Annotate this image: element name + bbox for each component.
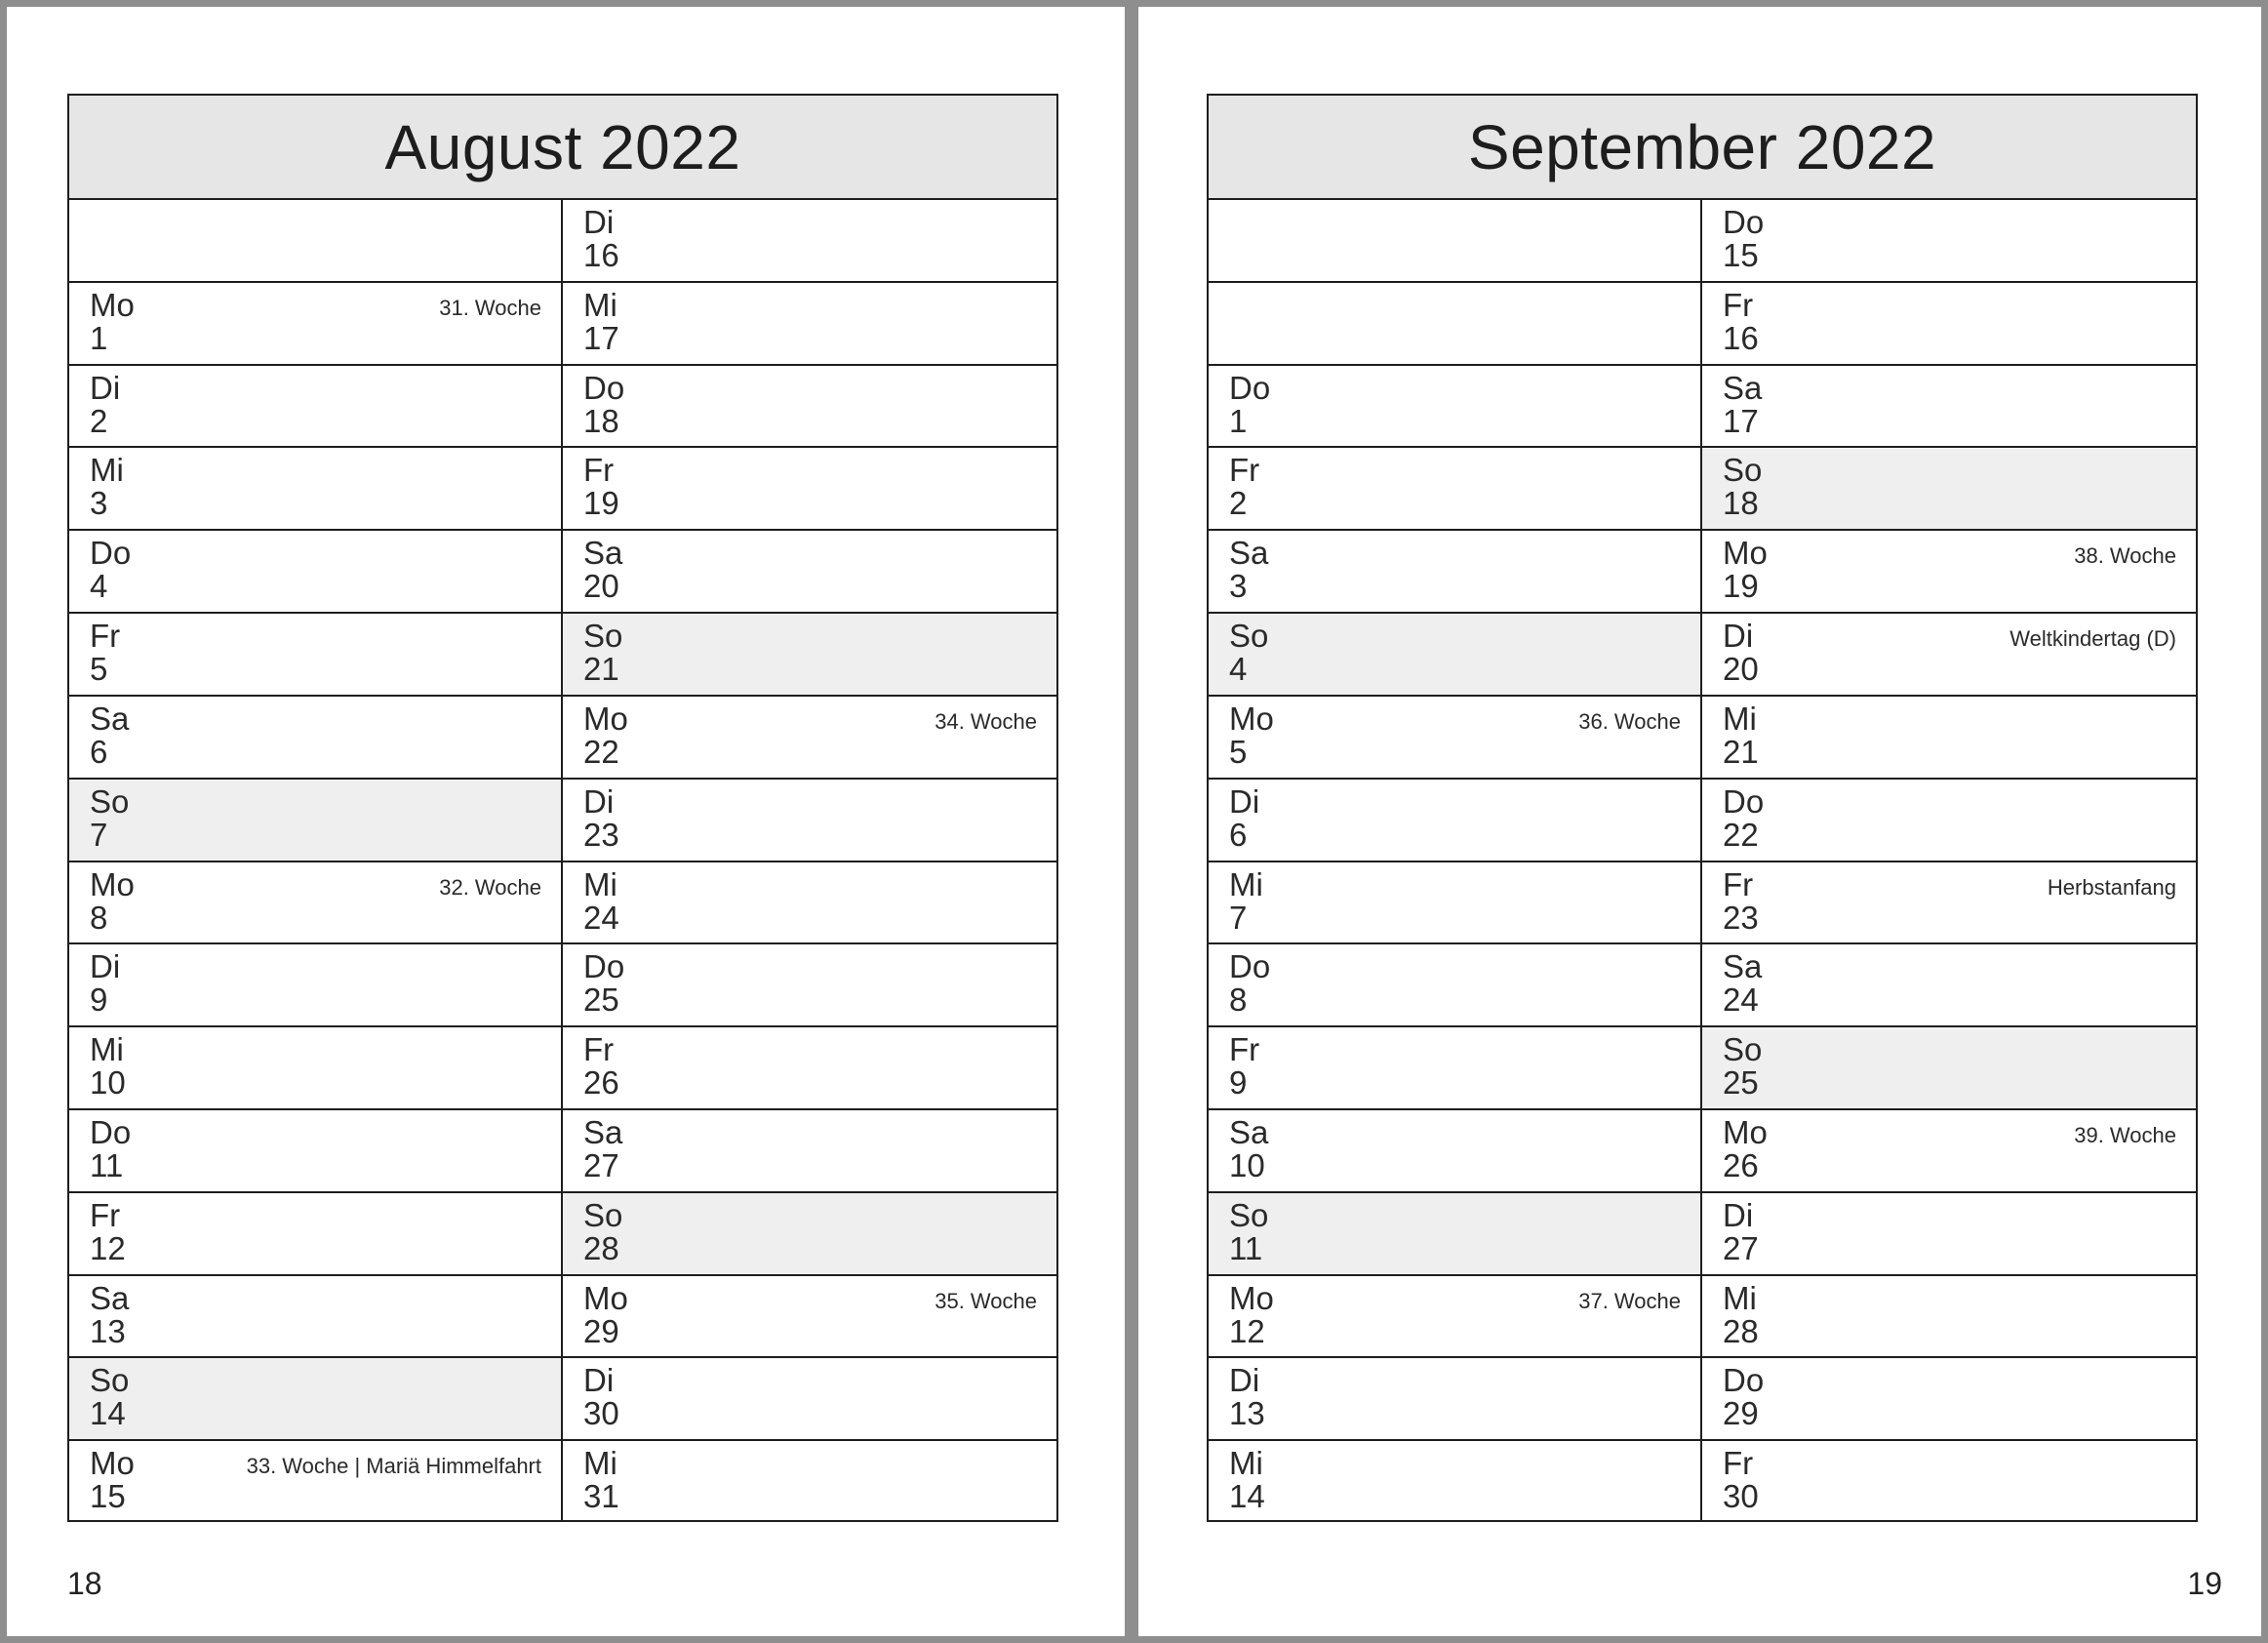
day-cell bbox=[69, 614, 561, 697]
day-cell bbox=[563, 780, 1056, 862]
weekday-label: Mi bbox=[1229, 865, 1263, 902]
weekday-label: Sa bbox=[1229, 1113, 1269, 1150]
day-cell bbox=[69, 862, 561, 945]
day-number: 9 bbox=[90, 982, 108, 1019]
day-cell bbox=[563, 448, 1056, 531]
day-note: 37. Woche bbox=[1578, 1288, 1681, 1313]
day-column-2 bbox=[1702, 200, 2196, 1522]
weekday-label: So bbox=[1723, 1031, 1763, 1068]
day-number: 21 bbox=[1723, 733, 1759, 770]
weekday-label: So bbox=[1229, 1196, 1269, 1233]
weekday-label: Mi bbox=[583, 1445, 617, 1482]
day-cell bbox=[563, 283, 1056, 366]
weekday-label: So bbox=[583, 1196, 623, 1233]
september-calendar bbox=[1207, 94, 2198, 1522]
day-number: 11 bbox=[90, 1146, 124, 1183]
day-number: 25 bbox=[1723, 1064, 1759, 1102]
weekday-label: Mo bbox=[583, 700, 628, 737]
day-number: 10 bbox=[1229, 1146, 1265, 1183]
day-cell bbox=[69, 1193, 561, 1276]
day-number: 26 bbox=[583, 1064, 619, 1102]
weekday-label: Di bbox=[1723, 1196, 1754, 1233]
weekday-label: Mi bbox=[90, 452, 124, 489]
day-number: 3 bbox=[1229, 568, 1248, 605]
day-note: 36. Woche bbox=[1578, 708, 1681, 734]
august-calendar bbox=[67, 94, 1058, 1522]
day-cell bbox=[563, 697, 1056, 780]
weekday-label: Fr bbox=[90, 1196, 121, 1233]
day-cell bbox=[563, 1193, 1056, 1276]
weekday-label: Di bbox=[583, 1362, 615, 1399]
day-number: 31 bbox=[583, 1478, 619, 1515]
day-column-1 bbox=[1209, 200, 1702, 1522]
weekday-label: Do bbox=[583, 948, 625, 985]
day-number: 11 bbox=[1229, 1229, 1263, 1266]
weekday-label: So bbox=[90, 782, 130, 820]
weekday-label: Mi bbox=[1229, 1445, 1263, 1482]
day-number: 6 bbox=[90, 733, 108, 770]
weekday-label: Mo bbox=[1723, 1113, 1768, 1150]
day-number: 1 bbox=[1229, 402, 1248, 439]
weekday-label: Fr bbox=[1723, 865, 1754, 902]
page-number: 19 bbox=[2187, 1566, 2222, 1601]
calendar-body bbox=[69, 200, 1056, 1522]
day-cell bbox=[1702, 614, 2196, 697]
weekday-label: Sa bbox=[90, 1279, 130, 1316]
weekday-label: So bbox=[1229, 618, 1269, 655]
day-cell bbox=[563, 366, 1056, 449]
day-number: 15 bbox=[90, 1478, 126, 1515]
weekday-label: Mi bbox=[1723, 700, 1757, 737]
weekday-label: Mo bbox=[583, 1279, 628, 1316]
weekday-label: Do bbox=[1723, 204, 1765, 240]
day-number: 10 bbox=[90, 1064, 126, 1102]
weekday-label: So bbox=[583, 618, 623, 655]
weekday-label: Sa bbox=[1229, 535, 1269, 572]
day-number: 7 bbox=[90, 816, 108, 853]
day-cell bbox=[69, 1027, 561, 1110]
day-cell bbox=[69, 283, 561, 366]
weekday-label: Fr bbox=[90, 618, 121, 655]
weekday-label: Mi bbox=[583, 286, 617, 323]
day-cell bbox=[1702, 1110, 2196, 1193]
weekday-label: Fr bbox=[1723, 286, 1754, 323]
day-cell bbox=[563, 862, 1056, 945]
day-number: 2 bbox=[1229, 485, 1248, 522]
weekday-label: Di bbox=[1229, 782, 1260, 820]
day-number: 28 bbox=[1723, 1312, 1759, 1349]
day-number: 29 bbox=[583, 1312, 619, 1349]
weekday-label: Do bbox=[583, 369, 625, 406]
day-number: 21 bbox=[583, 651, 619, 688]
weekday-label: Do bbox=[1723, 1362, 1765, 1399]
day-cell bbox=[1209, 862, 1700, 945]
weekday-label: Mo bbox=[1723, 535, 1768, 572]
empty-cell bbox=[69, 200, 561, 283]
day-number: 2 bbox=[90, 402, 108, 439]
day-number: 18 bbox=[1723, 485, 1759, 522]
day-note: Weltkindertag (D) bbox=[2009, 626, 2176, 652]
day-cell bbox=[563, 944, 1056, 1027]
weekday-label: Fr bbox=[583, 1031, 615, 1068]
day-number: 12 bbox=[1229, 1312, 1265, 1349]
day-number: 19 bbox=[1723, 568, 1759, 605]
day-cell bbox=[69, 1441, 561, 1522]
day-number: 4 bbox=[1229, 651, 1248, 688]
day-cell bbox=[1209, 780, 1700, 862]
weekday-label: Mo bbox=[90, 1445, 135, 1482]
day-cell bbox=[69, 448, 561, 531]
page-number: 18 bbox=[67, 1566, 102, 1601]
day-column-2 bbox=[563, 200, 1056, 1522]
day-number: 1 bbox=[90, 319, 108, 356]
day-cell bbox=[1702, 780, 2196, 862]
day-number: 8 bbox=[1229, 982, 1248, 1019]
day-cell bbox=[1209, 1110, 1700, 1193]
weekday-label: Sa bbox=[583, 1113, 623, 1150]
day-cell bbox=[69, 531, 561, 614]
weekday-label: Do bbox=[1229, 369, 1271, 406]
day-note: 32. Woche bbox=[439, 874, 541, 900]
day-cell bbox=[1209, 448, 1700, 531]
day-number: 27 bbox=[1723, 1229, 1759, 1266]
weekday-label: Fr bbox=[1229, 1031, 1260, 1068]
day-note: 38. Woche bbox=[2074, 543, 2176, 569]
day-cell bbox=[1702, 1441, 2196, 1522]
day-column-1 bbox=[69, 200, 563, 1522]
day-cell bbox=[1209, 697, 1700, 780]
weekday-label: Sa bbox=[1723, 948, 1763, 985]
day-number: 25 bbox=[583, 982, 619, 1019]
day-cell bbox=[563, 614, 1056, 697]
day-cell bbox=[69, 366, 561, 449]
day-cell bbox=[1702, 1193, 2196, 1276]
weekday-label: Fr bbox=[1229, 452, 1260, 489]
weekday-label: Do bbox=[1229, 948, 1271, 985]
weekday-label: Mo bbox=[1229, 700, 1274, 737]
weekday-label: Do bbox=[1723, 782, 1765, 820]
day-cell bbox=[69, 780, 561, 862]
day-cell bbox=[1209, 1027, 1700, 1110]
day-number: 19 bbox=[583, 485, 619, 522]
day-number: 5 bbox=[1229, 733, 1248, 770]
weekday-label: Mo bbox=[90, 286, 135, 323]
month-title: August 2022 bbox=[69, 96, 1056, 200]
weekday-label: Mi bbox=[583, 865, 617, 902]
day-cell bbox=[1702, 531, 2196, 614]
day-cell bbox=[1209, 1276, 1700, 1359]
day-number: 23 bbox=[583, 816, 619, 853]
weekday-label: Sa bbox=[1723, 369, 1763, 406]
day-cell bbox=[1702, 1027, 2196, 1110]
weekday-label: Di bbox=[1229, 1362, 1260, 1399]
day-cell bbox=[1209, 366, 1700, 449]
day-cell bbox=[69, 944, 561, 1027]
day-cell bbox=[1702, 1358, 2196, 1441]
day-cell bbox=[69, 1276, 561, 1359]
month-title: September 2022 bbox=[1209, 96, 2196, 200]
left-page bbox=[7, 7, 1125, 1636]
day-number: 5 bbox=[90, 651, 108, 688]
weekday-label: So bbox=[1723, 452, 1763, 489]
day-cell bbox=[563, 1027, 1056, 1110]
day-cell bbox=[563, 200, 1056, 283]
day-cell bbox=[1702, 862, 2196, 945]
calendar-body bbox=[1209, 200, 2196, 1522]
day-number: 9 bbox=[1229, 1064, 1248, 1102]
day-cell bbox=[1702, 283, 2196, 366]
day-number: 24 bbox=[1723, 982, 1759, 1019]
day-cell bbox=[69, 1110, 561, 1193]
day-number: 30 bbox=[583, 1395, 619, 1432]
weekday-label: Fr bbox=[1723, 1445, 1754, 1482]
day-note: 33. Woche | Mariä Himmelfahrt bbox=[246, 1454, 541, 1479]
day-cell bbox=[563, 531, 1056, 614]
weekday-label: Do bbox=[90, 535, 132, 572]
day-cell bbox=[1702, 200, 2196, 283]
day-cell bbox=[69, 1358, 561, 1441]
day-number: 17 bbox=[1723, 402, 1759, 439]
day-cell bbox=[563, 1276, 1056, 1359]
day-number: 28 bbox=[583, 1229, 619, 1266]
day-number: 3 bbox=[90, 485, 108, 522]
day-number: 18 bbox=[583, 402, 619, 439]
day-cell bbox=[1209, 1441, 1700, 1522]
day-cell bbox=[1209, 944, 1700, 1027]
day-cell bbox=[563, 1358, 1056, 1441]
day-note: 31. Woche bbox=[439, 295, 541, 320]
weekday-label: Di bbox=[90, 369, 121, 406]
weekday-label: Di bbox=[583, 782, 615, 820]
weekday-label: Di bbox=[90, 948, 121, 985]
day-number: 20 bbox=[583, 568, 619, 605]
day-number: 23 bbox=[1723, 899, 1759, 936]
day-number: 24 bbox=[583, 899, 619, 936]
day-number: 13 bbox=[90, 1312, 126, 1349]
day-number: 22 bbox=[583, 733, 619, 770]
day-number: 29 bbox=[1723, 1395, 1759, 1432]
day-number: 20 bbox=[1723, 651, 1759, 688]
day-cell bbox=[1702, 697, 2196, 780]
day-cell bbox=[1702, 944, 2196, 1027]
day-number: 27 bbox=[583, 1146, 619, 1183]
day-number: 14 bbox=[90, 1395, 126, 1432]
weekday-label: Sa bbox=[90, 700, 130, 737]
day-cell bbox=[69, 697, 561, 780]
day-cell bbox=[1209, 614, 1700, 697]
day-number: 12 bbox=[90, 1229, 126, 1266]
empty-cell bbox=[1209, 200, 1700, 283]
day-number: 16 bbox=[1723, 319, 1759, 356]
day-note: 34. Woche bbox=[935, 708, 1037, 734]
day-cell bbox=[563, 1441, 1056, 1522]
weekday-label: Mi bbox=[90, 1031, 124, 1068]
day-number: 15 bbox=[1723, 237, 1759, 273]
weekday-label: So bbox=[90, 1362, 130, 1399]
day-number: 6 bbox=[1229, 816, 1248, 853]
day-number: 13 bbox=[1229, 1395, 1265, 1432]
weekday-label: Mi bbox=[1723, 1279, 1757, 1316]
weekday-label: Mo bbox=[1229, 1279, 1274, 1316]
day-number: 17 bbox=[583, 319, 619, 356]
day-number: 14 bbox=[1229, 1478, 1265, 1515]
day-number: 7 bbox=[1229, 899, 1248, 936]
day-cell bbox=[1209, 1358, 1700, 1441]
day-number: 16 bbox=[583, 237, 619, 273]
day-number: 30 bbox=[1723, 1478, 1759, 1515]
weekday-label: Fr bbox=[583, 452, 615, 489]
day-cell bbox=[1702, 1276, 2196, 1359]
day-cell bbox=[1702, 366, 2196, 449]
weekday-label: Mo bbox=[90, 865, 135, 902]
weekday-label: Di bbox=[1723, 618, 1754, 655]
day-number: 8 bbox=[90, 899, 108, 936]
day-cell bbox=[1209, 531, 1700, 614]
right-page bbox=[1138, 7, 2261, 1636]
day-cell bbox=[563, 1110, 1056, 1193]
day-number: 26 bbox=[1723, 1146, 1759, 1183]
day-note: 35. Woche bbox=[935, 1288, 1037, 1313]
day-cell bbox=[1702, 448, 2196, 531]
weekday-label: Do bbox=[90, 1113, 132, 1150]
empty-cell bbox=[1209, 283, 1700, 366]
weekday-label: Sa bbox=[583, 535, 623, 572]
weekday-label: Di bbox=[583, 204, 615, 240]
day-number: 4 bbox=[90, 568, 108, 605]
day-cell bbox=[1209, 1193, 1700, 1276]
day-note: Herbstanfang bbox=[2047, 874, 2176, 900]
day-note: 39. Woche bbox=[2074, 1122, 2176, 1147]
day-number: 22 bbox=[1723, 816, 1759, 853]
